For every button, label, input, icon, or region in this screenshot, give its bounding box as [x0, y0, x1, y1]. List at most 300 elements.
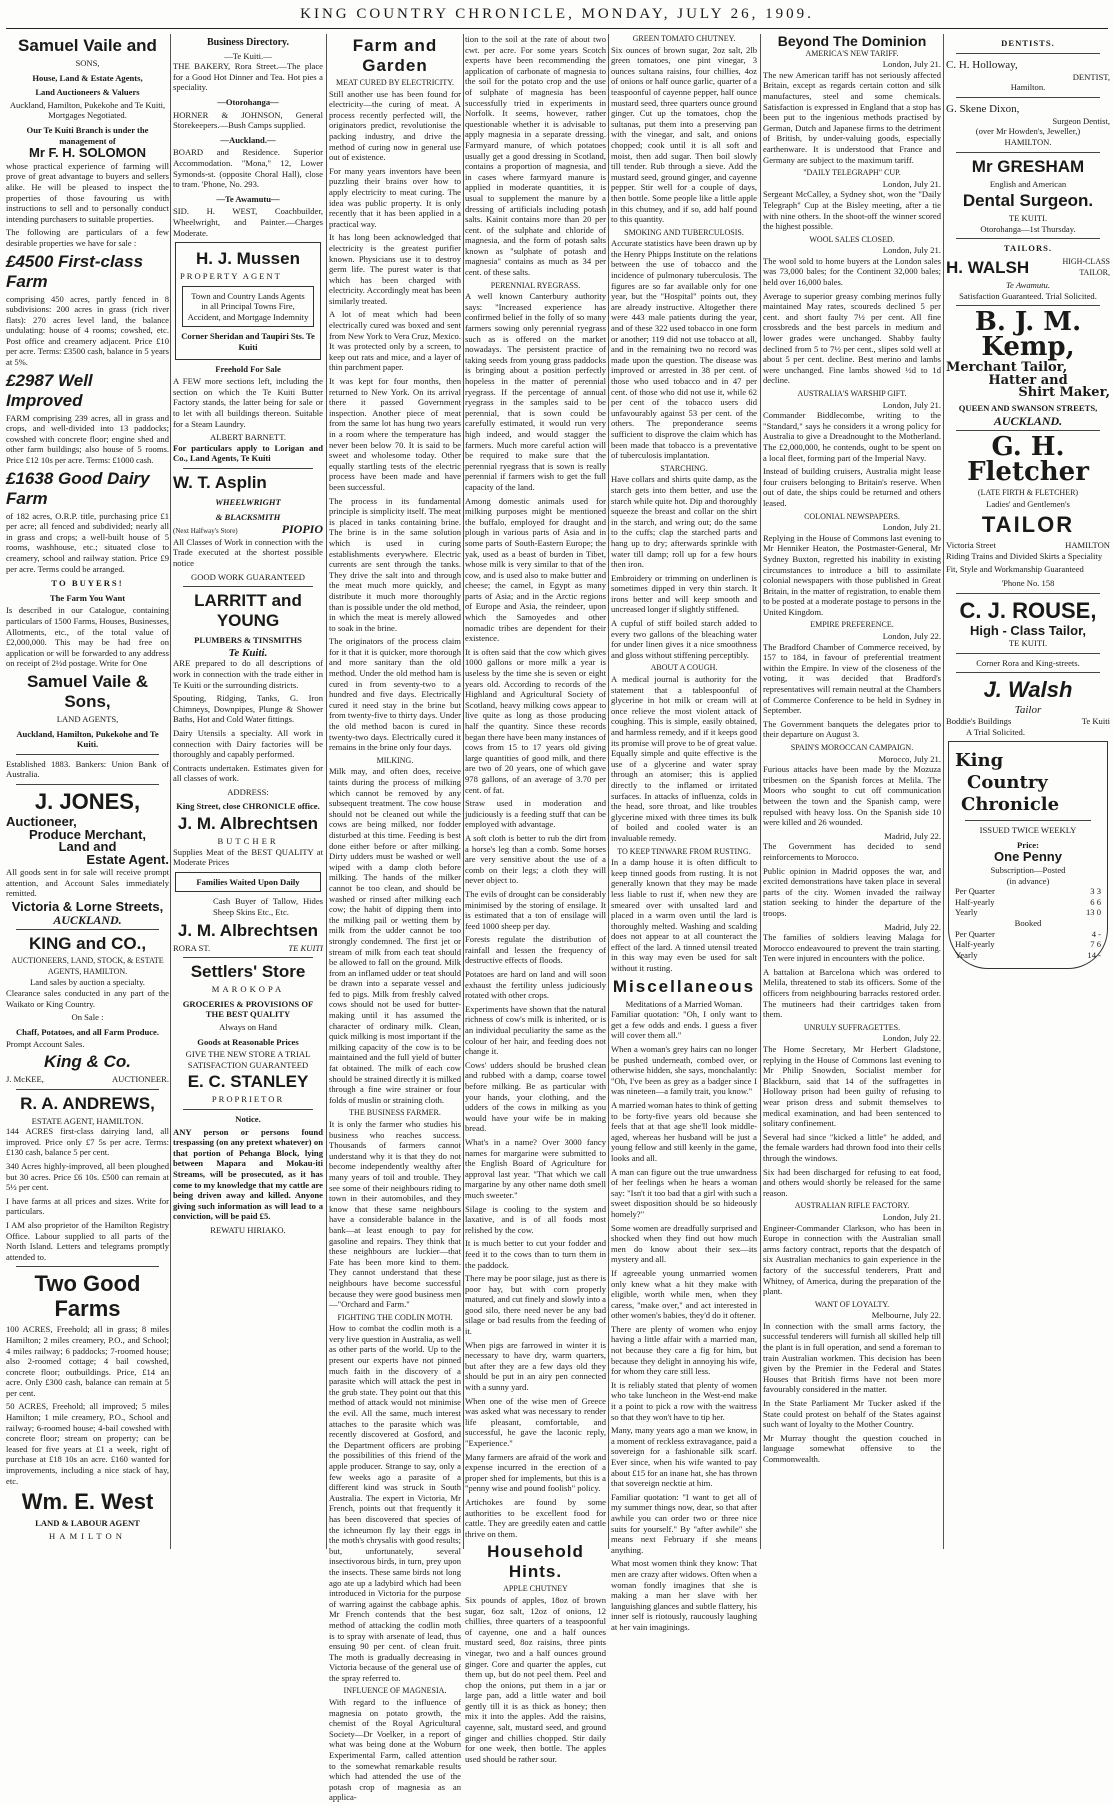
buyers-sub: The Farm You Want: [49, 592, 126, 603]
larritt-place: Te Kuiti.: [228, 646, 268, 659]
give: GIVE THE NEW STORE A TRIAL SATISFACTION GUARANTEED: [185, 1049, 311, 1070]
news-para: Public opinion in Madrid opposes the war, and excited demonstrations have taken place in several parts of the city. Women invaded the railway station seeking to hinder the departure of the troops.: [763, 865, 941, 918]
codlin-para: How to combat the codlin moth is a very live question in Australia, as well as other parts of the world. Up to the present our experts have not pinned much faith in the discovery of a parasite which will attack the pest in the grub state. They point out that this method of attack would not minimise the evil. All the same, much interest attaches to the parasite which was recently discovered at Gosford, and the Department officers are probing the possibilities of this friend of the apple producer. Strange to say, only a few weeks ago a parasite of a different kind was struck in South Australia. The expert in Victoria, Mr French, points out that frequently it has been discovered that species of the ichneumon fly lay their eggs in the moth's chrysalis with good results; but, unfortunately, several insectivorous birds, in turn, prey upon the insects. These same birds not long ago ate up a ladybird which had been introduced in Victoria for the purpose of warring against the cabbage aphis. Mr French contends that the best method of attacking the codlin moth is to spray with arsenate of lead, thus ensuing 90 per cent. of clean fruit. The moth is gradually decreasing in Victoria because of the general use of the spray referred to.: [329, 1323, 461, 1683]
goods: Goods at Reasonable Prices: [197, 1036, 299, 1047]
note-para: There may be poor silage, just as there is poor hay, but with corn properly matured, and cut finely and slowly into a good silo, there need never be any bad silage or bad results from the feeding of it.: [465, 1273, 606, 1337]
gresham-visit: Otorohanga—1st Thursday.: [980, 223, 1076, 234]
news-head: UNRULY SUFFRAGETTES.: [803, 1022, 901, 1032]
kcc-rate-label: Half-yearly: [955, 896, 995, 907]
mckee: J. McKEE,: [6, 1074, 44, 1084]
vaile-sons: SONS,: [75, 58, 100, 68]
proprietor: PROPRIETOR: [211, 1094, 285, 1105]
column-divider: [326, 34, 327, 1549]
news-head: "DAILY TELEGRAPH" CUP.: [803, 168, 901, 178]
miscellaneous-title: Miscellaneous: [612, 976, 756, 996]
fletcher-phone: 'Phone No. 158: [1001, 578, 1055, 589]
divider: [956, 305, 1100, 306]
beyond-title: Beyond The Dominion: [777, 33, 927, 49]
column-7: [946, 34, 1110, 1549]
column-4: [465, 34, 606, 1764]
kcc-rate: [955, 939, 1101, 950]
horner: HORNER & JOHNSON, General Storekeepers.—Bush Camps supplied.: [173, 109, 323, 131]
dixon-over: (over Mr Howden's, Jeweller,): [975, 126, 1081, 137]
prompt: Prompt Account Sales.: [6, 1039, 85, 1050]
news-date: Melbourne, July 22.: [871, 1310, 941, 1321]
news-date: London, July 22.: [882, 631, 941, 642]
kemp-address: QUEEN AND SWANSON STREETS,: [958, 402, 1098, 413]
note-para: Silage is cooling to the system and laxative, and is of all foods most relished by the cow.: [465, 1203, 606, 1235]
jones-text: All goods sent in for sale will receive prompt attention, and Account Sales immediately remitted.: [6, 867, 169, 899]
column-5: [611, 34, 757, 1632]
farms-prices: I have farms at all prices and sizes. Write for particulars.: [6, 1195, 169, 1217]
jones-role: Estate Agent.: [86, 851, 169, 867]
news-head: AMERICA'S NEW TARIFF.: [805, 48, 899, 58]
news-para: Furious attacks have been made by the Mozuza tribesmen on the Spanish forces at Melila. The Moors who sought to cut off communication between the town and the Spanish camp, were repulsed with heavy loss. On the Spanish side 10 were killed and 26 wounded.: [763, 764, 941, 828]
ryegrass-head: PERENNIAL RYEGRASS.: [490, 280, 581, 290]
news-para: Six had been discharged for refusing to eat food, and others would shortly be released for the same reason.: [763, 1166, 941, 1198]
kcc-rate-val: 3 3: [1090, 886, 1101, 897]
divider: [183, 1109, 313, 1110]
west: Wm. E. West: [21, 1489, 154, 1515]
kemp-role: Hatter and: [988, 372, 1068, 388]
jones-role: Produce Merchant,: [28, 826, 147, 842]
divider: [956, 152, 1100, 153]
news-date: London, July 22.: [882, 1033, 941, 1044]
farm-garden-title: Farm and Garden: [352, 36, 438, 75]
news-head: WANT OF LOYALTY.: [814, 1299, 890, 1309]
asplin-place-row: [173, 524, 323, 537]
news-date: London, July 21.: [882, 522, 941, 533]
asplin-text: All Classes of Work in connection with the Trade executed at the shortest possible notice: [173, 536, 323, 568]
news-para: The wool sold to home buyers at the London sales was 73,000 bales; for the Continent 32,000 bales; held over 16,000 bales.: [763, 255, 941, 288]
asplin-trade: WHEELWRIGHT: [215, 497, 281, 507]
farm-50: 50 ACRES, Freehold; all improved; 5 miles Hamilton; 1 mile creamery, P.O., School and railway; 6-roomed house; 4-bail cowshed with concrete floor; stream on property; can be leased for five years at £1 a week, right of purchase at £18 10s an acre. £160 wanted for improvements, including a nice stack of hay, etc.: [6, 1401, 169, 1486]
established: Established 1883. Bankers: Union Bank of Australia.: [6, 758, 169, 780]
news-date: Madrid, July 22.: [884, 921, 941, 932]
news-date: London, July 21.: [882, 59, 941, 70]
chutney-head: APPLE CHUTNEY: [503, 1584, 568, 1594]
barnett-text: For particulars apply to Lorigan and Co., Land Agents, Te Kuiti: [173, 442, 323, 464]
rouse-sub: High - Class Tailor,: [969, 622, 1087, 638]
news-para: The Bradford Chamber of Commerce received, by 157 to 184, in favour of preferential treatment within the Empire. In view of the closeness of the voting, it was decided that Bradford's representatives will remain neutral at the Chambers of Commerce Conference to be held in Sydney in September.: [763, 641, 941, 716]
note-para: Potatoes are hard on land and will soon exhaust the fertility unless judiciously rotated with other crops.: [465, 969, 606, 1001]
milking-para: Milk may, and often does, receive taints during the process of milking which cannot be removed by any subsequent treatment. The cow house should not be cleaned out while the cows are being milked, nor fodder disturbed at this time. Feeding is best done either before or after milking. Dirty udders must be washed or well wiped with a damp cloth before milking. The hands of the milker cannot be too clean, and should be washed or rinsed after milking each cow; the habit of dipping them into the milking pail or wetting them by milk from the udder cannot be too strongly condemned. The first jet or stream of milk from each teat should be allowed to fall on the ground. Milk from an inflamed udder or teat should be drawn into a separate vessel and fed to pigs. Milk from freshly calved cows should not be used for butter-making until it has assumed the character of ordinary milk. Clean, quick milking is most important if the milking capacity of the cow is to be maintained and the full yield of butter fat obtained. The milk of each cow should be strained directly it is milked through a fine wire strainer or four folds of muslin or straining cloth.: [329, 766, 461, 1105]
meditation-para: What most women think they know: That men are crazy after widows. Often when a woman fondly imagines that she is making a man her slave with her languishing glances and subtle flattery, his inner self is riotously, raucously laughing at her vain imaginings.: [611, 1558, 757, 1632]
kcc-rate-val: 7 6: [1090, 939, 1101, 950]
albrechtsen: J. M. Albrechtsen: [177, 814, 319, 834]
kemp-city: AUCKLAND.: [993, 413, 1063, 428]
fletcher-ladies: Ladies' and Gentlemen's: [986, 498, 1070, 509]
marokopa: MAROKOPA: [211, 984, 285, 995]
vaile-line: Auckland, Hamilton, Pukekohe and Te Kuiti,: [9, 99, 166, 110]
smoking-head: SMOKING AND TUBERCULOSIS.: [624, 227, 744, 237]
divider: [16, 929, 159, 930]
fletcher-late: (LATE FIRTH & FLETCHER): [977, 488, 1079, 498]
news-para: Several had since "kicked a little" he added, and the female warders had thrown food into their cells through the windows.: [763, 1131, 941, 1163]
news-para: The families of soldiers leaving Malaga for Morocco endeavoured to prevent the train starting. Ten were injured in encounters with the police.: [763, 932, 941, 964]
kcc-title: Chronicle: [961, 794, 1060, 816]
news-para: In the State Parliament Mr Tucker asked if the State could protest on behalf of the States against such want of loyalty to the Mother Country.: [763, 1398, 941, 1430]
kcc-rate-val: 4 -: [1091, 928, 1101, 939]
cash-buyer: Cash Buyer of Tallow, Hides Sheep Skins Etc., Etc.: [213, 896, 323, 918]
address: ADDRESS:: [227, 786, 269, 797]
rora-place: TE KUITI: [288, 942, 323, 953]
mussen-ad: [175, 242, 321, 360]
masthead-rule: [6, 28, 1108, 29]
tomato-para: Six ounces of brown sugar, 2oz salt, 2lb green tomatoes, one pint vinegar, 3 ounces sultana raisins, four chillies, 4oz of onions or half ounce garlic, quarter of a teaspoonful of cayenne pepper, half ounce mustard seed, three quarters ounce ground ginger. Cut up the tomatoes, chop the sultanas, put them into a preserving pan with the vinegar, and salt, and onions chopped; cook until it is all soft and moist, then add sugar. Then boil slowly till tender. Rub through a sieve. Add the mustard seed, ground ginger, and cayenne pepper. Stir well for a couple of days, then bottle. Some people like a little apple in this chutney, and if so, add half pound to this quantity.: [611, 44, 757, 225]
news-para: In connection with the small arms factory, the successful tenderers will furnish all skilled help till the plant is in full operation, and send a foreman to train Australian workmen. This decision has been given by the Premier in the Federal and States Houses that British firms have not been more favourably considered in the matter.: [763, 1320, 941, 1395]
divider: [956, 238, 1100, 239]
dentists-head: DENTISTS.: [1001, 38, 1055, 48]
kcc-rate-label: Per Quarter: [955, 886, 995, 897]
asplin-note: (Next Halfway's Store): [173, 527, 238, 536]
kcc-title: Country: [967, 772, 1048, 794]
news-para: Average to superior greasy combing merinos fully maintained May rates, scoureds declined 5 per cent. and short faulty 7½ per cent. All fine crossbreds and the best parcels in medium and lower grades were unchanged. Shabby faulty declined from 5 to 7½ per cent., slipes sold well at about 5 per cent. decline. Best merino and lambs were unchanged. Fine lambs showed ½d to 1d decline.: [763, 290, 941, 386]
column-1: [6, 34, 169, 1549]
meditation-para: A married woman hates to think of getting to be forty-five years old because she feels that at that age she'll look middle-aged, whereas her husband will be just a young fellow and still keenly in the game, looks and all.: [611, 1100, 757, 1163]
farm-100: 100 ACRES, Freehold; all in grass; 8 miles Hamilton; 2 miles creamery, P.O., and School; 4 miles railway; 6 paddocks; 7-roomed house; also 2-roomed cottage; 4 bail cowshed, concrete floor; outbuildings. Price, £14 an acre. Only £300 cash, balance can remain at 5 per cent.: [6, 1324, 169, 1398]
meditation-para: If agreeable young unmarried women only knew what a hit they make with eligible, worth while men, when they caress, "make over," and act interested in other women's babies, they'd do it oftener.: [611, 1267, 757, 1321]
magnesia-para: With regard to the influence of magnesia on potato growth, the chemist of the Royal Agricultural Society—Dr Voelker, in a report of what was being done at the Woburn Experimental Farm, called attention to the somewhat remarkable results which had attended the use of the potash crop of magnesia as an applica-: [329, 1697, 461, 1803]
mortgages: Mortgages Negotiated.: [48, 110, 127, 121]
kcc-title: King: [955, 750, 1004, 772]
king-agents: AUCTIONEERS, LAND, STOCK, & ESTATE AGENTS, HAMILTON.: [11, 956, 164, 976]
west-loc: HAMILTON: [49, 1530, 126, 1541]
column-divider: [760, 34, 761, 1549]
smoking-para: Accurate statistics have been drawn up by the Henry Phipps Institute on the relations between the use of tobacco and the incidence of pulmonary tuberculosis. The figures are so far available only for one year, but the "Hospital" points out, they are already instructive. Altogether there were 443 male patients during the year, and of these 322 used tobacco in one form or another; 119 did not use tobacco at all, and in the remaining two no record was made upon the question. The disease was improved or arrested in 38 per cent. of those who used tobacco and in 47 per cent. of those who did not use it, while 62 per cent of the tobacco users did unfavourably against 53 per cent. of the others. The preponderance seems sufficient to disprove the claim which has been made that tobacco is a preventative of tuberculosis implantation.: [611, 238, 757, 461]
freehold-text: A FEW more sections left, including the section on which the Te Kuiti Butter Factory stands, the latter being for sale or to let with all buildings thereon. Suitable for a Steam Laundry.: [173, 376, 323, 429]
meditation-para: Some women are dreadfully surprised and shocked when they find out how much men do know about their sex—its mystery and all.: [611, 1222, 757, 1265]
jones-role: Auctioneer,: [6, 813, 77, 829]
magnesia-para: tion to the soil at the rate of about two cwt. per acre. For some years Scotch experts have been recommending the application of carbonate of magnesia to the soil for the potato crop and the use of sulphate of magnesia has been successfully tried in experiments in Norfolk. It seems, however, rather questionable whether it is advisable to apply magnesia in a separate dressing. Farmyard manure, of which potatoes usually get a good dressing in Scotland, contains a proportion of magnesia, and in cases where farmyard manure is applied in moderate quantities, it is usual to supplement the manure by a dressing of artificials including potash salts. Kainit contains more than 20 per cent. of the sulphate and chloride of magnesia, and the form of potash salts known as "sulphate of potash and magnesia" contains as much as 34 per cent. of these salts.: [465, 34, 606, 278]
meditations-head: Meditations of a Married Woman.: [625, 998, 743, 1009]
kcc-rate-label: Yearly: [955, 907, 978, 918]
notice: Notice.: [235, 1113, 261, 1124]
settlers: Settlers' Store: [190, 962, 306, 982]
rouse-loc: TE KUITI.: [1008, 638, 1048, 649]
news-para: The new American tariff has not seriously affected Britain, except as regards certain cotton and silk manufactures, steel and some chemicals. Satisfaction is expressed in England that a stop has been put to the ingenious methods practised by German, Dutch and Japanese firms to the detriment of British, by under-valuing goods, especially earthenware. It is understood that France and Germany are subject to the maximum tariff.: [763, 69, 941, 165]
news-para: The Government has decided to send reinforcements to Morocco.: [763, 841, 941, 862]
meditation-para: Familiar quotation: "Oh, I only want to get a few odds and ends. I guess a fiver will cover them all.": [611, 1009, 757, 1041]
holloway: C. H. Holloway,: [946, 58, 1018, 71]
news-head: COLONIAL NEWSPAPERS.: [804, 511, 900, 521]
meditation-para: When a woman's grey hairs can no longer be pushed underneath, combed over, or otherwise hidden, she says, monchalantly: "Oh, I've been as grey as a badger since I was nineteen—a family trait, you know.": [611, 1044, 757, 1097]
note-para: It is much better to cut your fodder and feed it to the cows than to turn them in the paddock.: [465, 1238, 606, 1270]
divider: [183, 468, 313, 469]
spouting: Spouting, Ridging, Tanks, G. Iron Chimneys, Downpipes, Plunge & Shower Baths, Hot and Cold Water fittings.: [173, 693, 323, 725]
farm-1-title: £4500 First-class Farm: [6, 251, 144, 291]
holloway-loc: Hamilton.: [1010, 82, 1046, 93]
divider: [16, 1089, 159, 1090]
column-divider: [463, 34, 464, 1549]
jwalsh-building: Boddie's Buildings: [946, 716, 1012, 727]
business-para: It is only the farmer who studies his business who reaches success. Thousands of farmers cannot understand why it is that they do not become independently wealthy after many years of toil and trouble. They see some of their neighbours riding to town in their automobiles, and they know that these same neighbours have a considerable balance in the bank—at least enough to pay for gasoline and repairs. They think that these neighbours are luckier—that Fate has been more kind to them. They cannot understand that these neighbours have become successful because they were good business men—"Orchard and Farm.": [329, 1119, 461, 1310]
meat-head: MEAT CURED BY ELECTRICITY.: [335, 78, 455, 87]
divider: [956, 593, 1100, 594]
jwalsh-row: [946, 716, 1110, 727]
chutney-para: Six pounds of apples, 18oz of brown sugar, 6oz salt, 12oz of onions, 12 chillies, three quarters of a teaspoonful of cayenne, one and a half ounces mustard seed, 8oz raisins, three pints vinegar, two and a half ounces ground ginger. Core and quarter the apples, cut them up, but do not peel them. Peel and chop the onions, put them in a jar or large pan, add a little water and boil gently till it is as thick as honey; then mix it into the apples. Add the raisins, cayenne, salt, mustard seed, and ground ginger and chillies chopped. Stir daily for one week, then bottle. The apples used should be rather sour.: [465, 1594, 606, 1764]
note-para: What's in a name? Over 3000 fancy names for margarine were submitted to the English Board of Agriculture for approval last year. "That which we call margarine by any other name doth smell much sweeter.": [465, 1136, 606, 1200]
divider: [956, 430, 1100, 431]
rora-row: [173, 943, 323, 954]
clearance: Clearance sales conducted in any part of the Waikato or King Country.: [6, 988, 169, 1009]
asplin-trade: & BLACKSMITH: [215, 511, 281, 522]
farm-3-title: £1638 Good Dairy Farm: [6, 468, 150, 508]
bakery: THE BAKERY, Rora Street.—The place for a Good Hot Dinner and Tea. Hot pies a speciality.: [173, 61, 323, 93]
mckee-role: AUCTIONEER.: [111, 1074, 169, 1084]
kcc-penny: One Penny: [994, 849, 1062, 865]
meat-para: It was kept for four months, then returned to New York. On its arrival there it passed Government inspection. Another piece of meat from the same lot has hung two years in a room where the temperature has never been below 70. It is said to be sweet and wholesome today. Other equally startling tests of the electric process have been made and have been successful.: [329, 376, 461, 492]
kcc-rate-label: Per Quarter: [955, 928, 995, 939]
buyers-head: TO BUYERS!: [51, 578, 124, 589]
larritt: LARRITT and YOUNG: [194, 591, 302, 631]
meditation-para: There are plenty of women who enjoy having a little affair with a married man, not because they care a fig for him, but because they delight in annoying his wife, for whom they care still less.: [611, 1323, 757, 1377]
note-para: A soft cloth is better to rub the dirt from a horse's leg than a comb. Some horses are very sensitive about the use of a comb on their legs; a cloth they will never object to.: [465, 832, 606, 886]
asplin: W. T. Asplin: [173, 473, 267, 492]
note-para: When pigs are farrowed in winter it is necessary to have dry, warm quarters, but after they are a few days old they should be put in an airy pen connected with a sunny yard.: [465, 1339, 606, 1393]
asplin-place: PIOPIO: [281, 522, 323, 537]
business-head: THE BUSINESS FARMER.: [349, 1108, 441, 1118]
kcc-sub: Subscription—Posted: [990, 865, 1066, 875]
vs-loc: Auckland, Hamilton, Pukekohe and Te Kuiti.: [16, 728, 159, 750]
groceries: GROCERIES & PROVISIONS OF THE BEST QUALITY: [182, 998, 314, 1020]
jwalsh: J. Walsh: [983, 677, 1073, 703]
meditation-para: A man can figure out the true unwardness of her feelings when he hears a woman say: "Isn't it too bad that a girl with such a sweet disposition should be so hideously homely?": [611, 1166, 757, 1219]
divider: [956, 53, 1100, 54]
dixon-loc: HAMILTON.: [1004, 136, 1052, 147]
jwalsh-trial: A Trial Solicited.: [966, 726, 1025, 737]
mussen-body: Town and Country Lands Agents in all Principal Towns Fire, Accident, and Mortgage Indemnity: [182, 286, 314, 328]
news-head: EMPIRE PREFERENCE.: [810, 620, 894, 630]
tailors-head: TAILORS.: [1003, 243, 1053, 254]
walsh-loc: Te Awamutu.: [1006, 279, 1050, 290]
meditation-para: Familiar quotation: "I want to get all of my summer things now, dear, so that after awhile you can order two or three nice suits for yourself." By "after awhile" she means next February if she means anything.: [611, 1491, 757, 1555]
news-para: Instead of building cruisers, Australia might lease four cruisers belonging to Britain's reserve. When out of date, the ships could be returned and others leased.: [763, 466, 941, 508]
meat-para: It has long been acknowledged that electricity is the greatest purifier known. Physicians use it to destroy germ life. The purest water is that which has been charged with electricity. Accordingly meat has been similarly treated.: [329, 232, 461, 306]
acres-340: 340 Acres highly-improved, all been ploughed but 30 acres. Price £6 10s. £500 can remain at 5½ per cent.: [6, 1160, 169, 1193]
walsh: H. WALSH: [946, 257, 1030, 277]
jwalsh-tailor: Tailor: [1014, 704, 1042, 717]
news-para: Sergeant McCalley, a Sydney shot, won the "Daily Telegraph" Cup at the Bisley meeting, after a tie with nine others. In the shoot-off the winner scored the highest possible.: [763, 189, 941, 232]
news-head: WOOL SALES CLOSED.: [809, 234, 895, 244]
two-farms: Two Good Farms: [34, 1271, 141, 1322]
divider: [16, 784, 159, 785]
larritt-text: ARE prepared to do all descriptions of work in connection with the trade either in Te Kuiti or the surrounding districts.: [173, 658, 323, 690]
farm-3-text: of 182 acres, O.R.P. title, purchasing price £1 per acre; all fenced and subdivided; nearly all in grass and crops; a well-built house of 5 rooms, washhouse, etc.; situated close to creamery, school and railway station. Price £9 per acre. Terms could be arranged.: [6, 510, 169, 574]
mussen-addr: Corner Sheridan and Taupiri Sts. Te Kuiti: [181, 331, 315, 353]
gresham-title: Dental Surgeon.: [962, 191, 1094, 211]
note-para: When one of the wise men of Greece was asked what was necessary to render life pleasant, comfortable, and successful, he gave the laconic reply, "Experience.": [465, 1395, 606, 1448]
jones-address: Victoria & Lorne Streets,: [11, 899, 164, 915]
news-para: Engineer-Commander Clarkson, who has been in Europe in connection with the Australian small arms factory contract, reports that the despatch of six Australian mechanics to gain experience in the factory of the successful tenderers, Pratt and Whitney, of America, during the preparation of the plant.: [763, 1222, 941, 1297]
kemp: B. J. M. Kemp,: [974, 307, 1082, 363]
town-head: —Te Kuiti.—: [224, 50, 272, 61]
fletcher-fit: Fit, Style and Workmanship Guaranteed: [946, 564, 1084, 575]
kcc-rate-label: Yearly: [955, 949, 978, 960]
milking-head: MILKING.: [376, 755, 414, 765]
kcc-rate: [955, 907, 1101, 918]
column-divider: [170, 34, 171, 1549]
meditation-para: Many, many years ago a man we know, in a moment of reckless extravagance, paid a sovereign for a fashionable silk scarf. Ever since, when his wife wanted to pay about £15 for an inane hat, she has thrown that sovereign necktie at him.: [611, 1425, 757, 1489]
codlin-head: FIGHTING THE CODLIN MOTH.: [337, 1312, 453, 1322]
kcc-box: [948, 741, 1108, 969]
barnett: ALBERT BARNETT.: [209, 432, 287, 443]
mckee-line: [6, 1074, 169, 1085]
vaile-title: Samuel Vaile and: [18, 36, 157, 55]
tomato-head: GREEN TOMATO CHUTNEY.: [632, 34, 736, 43]
rora: RORA ST.: [173, 942, 211, 953]
kcc-rate-val: 6 6: [1090, 896, 1101, 907]
rewatu: REWATU HIRIAKO.: [210, 1224, 286, 1235]
kcc-rate: [955, 897, 1101, 908]
kcc-rate: [955, 950, 1101, 961]
town-head: —Otorohanga—: [217, 96, 279, 107]
kcc-booked: Booked: [1014, 917, 1042, 928]
meditation-para: It is reliably stated that plenty of women who take luncheon in the West-end make it a point to pick a row with the waitress so that they won't have to tip her.: [611, 1379, 757, 1422]
king-sale: Land sales by auction a specialty.: [30, 977, 145, 988]
west-sub: LAND & LABOUR AGENT: [35, 1518, 140, 1529]
news-date: Morocco, July 21.: [878, 753, 941, 764]
cough-head: ABOUT A COUGH.: [650, 663, 718, 673]
fletcher: G. H. Fletcher: [967, 432, 1089, 488]
meat-para: The originators of the process claim for it that it is quicker, more thorough and more sanitary than the old method. Under the old method ham is cured in from seventy-two to a hundred and five days. Electrically cured it need stay in the brine but from twenty-five to thirty days. Under the old method bacon is cured in twenty-two days. Electrically cured it remains in the brine only four days.: [329, 636, 461, 753]
kemp-role: Shirt Maker,: [1018, 385, 1110, 401]
news-date: London, July 21.: [882, 178, 941, 189]
animals-para: It is often said that the cow which gives 1000 gallons or more milk a year is useless by the time she is seven or eight years old. According to records of the Highland and Agricultural Society of Scotland, heavy milking cows appear to live quite as long as those producing half the quantity. Since these records began there have been many instances of cows from 15 to 17 years old giving large quantities of good milk, and there are two of 20 years, one of which gave 978 gallons, of an average of 3.70 per cent. of fat.: [465, 646, 606, 795]
divider: [16, 1266, 159, 1267]
note-para: The evils of drought can be considerably minimised by the storing of ensilage. It is estimated that a ton of ensilage will feed 1000 sheep per day.: [465, 888, 606, 931]
farm-1-text: comprising 450 acres, partly fenced in 8 subdivisions: 200 acres in grass (rich river flats): 270 acres level land, the balance undulating: house of 4 rooms; cowshed, etc. Post office and creamery adjacent. Price £10 per acre. Terms: £3500 cash, balance in 5 years at 5%.: [6, 293, 169, 368]
column-divider: [943, 34, 944, 1549]
divider: [965, 820, 1091, 821]
news-date: London, July 21.: [882, 399, 941, 410]
kcc-rate: [955, 886, 1101, 897]
following: The following are particulars of a few desirable properties we have for sale :: [6, 227, 169, 248]
vaile-line: House, Land & Estate Agents,: [32, 72, 143, 83]
note-para: Forests regulate the distribution of rainfall and lessen the frequency of destructive effects of floods.: [465, 934, 606, 966]
dixon: G. Skene Dixon,: [946, 102, 1020, 115]
news-head: AUSTRALIA'S WARSHIP GIFT.: [797, 389, 907, 398]
note-para: Straw used in moderation and judiciously is a feeding stuff that can be employed with advantage.: [465, 798, 606, 830]
news-para: A battalion at Barcelona which was ordered to Melila, threatened to stab its officers. Some of the officers from neighbouring barracks restored order. The mutineers had their cartridges taken from them.: [763, 966, 941, 1020]
magnesia-head: INFLUENCE OF MAGNESIA.: [343, 1686, 447, 1696]
management: Our Te Kuiti Branch is under the management of: [26, 124, 149, 146]
starching-para: Have collars and shirts quite damp, as the starch gets into them better, and use the starch while quite hot. Dip and thoroughly squeeze the breast and collar on the shirt in the starch, and wring out; do the same to the cuffs; clap the starched parts and hang up to dry; afterwards sprinkle with water till damp; roll up for a few hours then iron.: [611, 474, 757, 570]
always: Always on Hand: [219, 1022, 277, 1032]
fletcher-city: HAMILTON: [1065, 540, 1110, 551]
household-hints-title: Household Hints.: [487, 1542, 584, 1582]
masthead: KING COUNTRY CHRONICLE, MONDAY, JULY 26, 1909.: [300, 6, 814, 22]
meat-para: A lot of meat which had been electrically cured was boxed and sent from New York to Vera Cruz, Mexico. It was protected only by a screen, to keep out rats and mice, and a layer of thin parchment paper.: [329, 309, 461, 373]
dixon-title: Surgeon Dentist,: [1052, 115, 1110, 126]
larritt-sub: PLUMBERS & TINSMITHS: [194, 635, 302, 646]
gresham: Mr GRESHAM: [971, 156, 1085, 176]
fletcher-riding: Riding Trains and Divided Skirts a Speciality: [946, 550, 1103, 561]
column-3: [329, 34, 461, 1803]
news-date: Madrid, July 22.: [884, 830, 941, 841]
town-head: —Te Awamutu—: [216, 193, 280, 204]
news-para: Replying in the House of Commons last evening to Mr Henniker Heaton, the Postmaster-General, Mr Sydney Buxton, regretted his inability in existing circumstances to introduce a bill to assimilate colonial newspapers with those published in Great Britain, in the matter of registration, to enable them to be posted at a moderate postage to persons in the United Kingdom.: [763, 532, 941, 617]
kcc-rate-label: Half-yearly: [955, 939, 995, 950]
fletcher-tailor: TAILOR: [981, 512, 1075, 538]
starching-head: STARCHING.: [660, 463, 708, 473]
column-6: [763, 34, 941, 1549]
fletcher-addr-row: [946, 540, 1110, 551]
tinware-head: TO KEEP TINWARE FROM RUSTING.: [617, 846, 751, 856]
news-head: SPAIN'S MOROCCAN CAMPAIGN.: [790, 743, 914, 752]
buyers-text: Is described in our Catalogue, containing particulars of 1500 Farms, Houses, Businesses, Allotments, etc., of the total value of £2,000,000. This may be had free on application or will be forwarded to any address on receipt of 2½d postage. Write for One: [6, 605, 169, 669]
note-para: Experiments have shown that the natural richness of cow's milk is inherited, or is an individual peculiarity the same as the colour of her hair, and feeding does not change it.: [465, 1003, 606, 1057]
holloway-title: DENTIST,: [1072, 71, 1110, 82]
meat-para: The process in its fundamental principle is simplicity itself. The meat is placed in tanks containing brine. The brine is in the same solution which is used in curing establishments everywhere. Electric currents are sent through the tanks. They drive the salt into and through the meat much more quickly, and distribute it much more thoroughly than is possible under the old method, in which the meat is merely allowed to soak in the brine.: [329, 495, 461, 633]
news-date: London, July 21.: [882, 245, 941, 256]
jwalsh-town: Te Kuiti: [1081, 716, 1110, 727]
west-coachbuilder: SID. H. WEST, Coachbuilder, Wheelwright, and Painter.—Charges Moderate.: [173, 206, 323, 238]
walsh-row: [946, 256, 1110, 280]
ryegrass-para: A well known Canterbury authority says: "Increased experience has confirmed belief in the folly of so many farmers sowing only perennial ryegrass such as is offered on the market nowadays. The persistent practice of taking seeds from young grass paddocks is bringing about a position perfectly hopeless in the matter of perennial ryegrass. If the percentage of annual ryegrass in the samples said to be perennial, that is sown could be carefully estimated, it would run very high indeed, and would stagger the farmers. Much more careful action will be required to make sure that the perennial ryegrass that is sown is really perennial if farmers wish to get the full capacity of the land.: [465, 291, 606, 492]
divider: [183, 586, 313, 587]
freehold: Freehold For Sale: [215, 363, 281, 374]
farm-2-text: FARM comprising 239 acres, all in grass and crops, and well-divided into 13 paddocks; cowshed with concrete floor; engine shed and other farm buildings; also house of 5 rooms. Price £12 10s per acre. Terms: £1000 cash.: [6, 412, 169, 466]
note-para: Many farmers are afraid of the work and expense incurred in the erection of a proper shed for implements, but this is a "penny wise and pound foolish" policy.: [465, 1451, 606, 1494]
note-para: Cows' udders should be brushed clean and rubbed with a damp, coarse towel before milking. Be as particular with your hands, your clothing, and the udders of the cows in milking as you would have your wife be in making bread.: [465, 1059, 606, 1134]
walsh-sub: HIGH-CLASS TAILOR,: [1062, 257, 1110, 277]
dairy: Dairy Utensils a specialty. All work in connection with Dairy factories will be thoroughly and capably performed.: [173, 727, 323, 760]
animals-para: Among domestic animals used for milking purposes might be mentioned the buffalo, employed for draught and plough in various parts of Asia and in some parts of South-Eastern Europe; the yak, used as a beast of burden in Tibet, whose milk is very similar to that of the cow, and is used also to make butter and cheese; the camel, in Egypt as many parts of Asia; and in the Arctic regions of Europe and Asia, the reindeer, upon which the Samoyedes and other nomadic tribes are dependent for their existence.: [465, 495, 606, 644]
directory-title: Business Directory.: [206, 37, 290, 48]
divider: [956, 672, 1100, 673]
jones-name: J. JONES,: [34, 788, 141, 814]
jones-city: AUCKLAND.: [53, 912, 122, 927]
meat-para: Still another use has been found for electricity—the curing of meat. A process recently perfected will, the originators predict, revolutionise the packing industry, and drive the method of curing now in general use out of existence.: [329, 88, 461, 163]
king-co: KING and CO.,: [28, 934, 147, 954]
albrechtsen-2: J. M. Albrechtsen: [177, 920, 319, 940]
andrews: R. A. ANDREWS,: [20, 1093, 155, 1113]
vs-sub: LAND AGENTS,: [56, 713, 119, 724]
news-date: London, July 21.: [882, 1211, 941, 1222]
starching-para: Embroidery or trimming on underlinen is sometimes dipped in very thin starch. It irons better and will keep smooth and uncreased longer if slightly stiffened.: [611, 572, 757, 615]
kcc-issued: ISSUED TWICE WEEKLY: [979, 825, 1077, 836]
contracts: Contracts undertaken. Estimates given for all classes of work.: [173, 762, 323, 784]
andrews-sub: ESTATE AGENT, HAMILTON.: [31, 1115, 144, 1126]
divider: [183, 957, 313, 958]
cough-para: A medical journal is authority for the statement that a tablespoonful of glycerine in hot milk or cream will at once relieve the most violent attack of coughing. This is simple, easily obtained, and harmless remedy, and if it keeps good its promise will prove to be of great value. Equally simple and quite effective is the use of a glycerine and water spray through an atomiser; this is applied directly to the inflamed or irritated surfaces. In attacks of influenza, colds in the head, sore throat, and like troubles glycerine mixed with three times its bulk of boiled and cooled water is an invaluable remedy.: [611, 674, 757, 843]
news-para: The Government banquets the delegates prior to their departure on August 3.: [763, 718, 941, 740]
kcc-rate: [955, 929, 1101, 940]
vs-title: Samuel Vaile & Sons,: [27, 671, 148, 711]
jones-role: Land and: [58, 839, 117, 855]
divider: [956, 97, 1100, 98]
divider: [956, 653, 1100, 654]
solomon-text: whose practical experience of farming will prove of great advantage to buyers and sellers alike. He will be pleased to inspect the properties of those favouring us with instructions to sell and to personally conduct intending purchasers to suitable properties.: [6, 160, 169, 224]
gresham-sub: English and American: [989, 178, 1067, 189]
divider: [16, 754, 159, 755]
kcc-advance: (in advance): [1006, 875, 1050, 886]
column-2: [173, 34, 323, 1549]
on-sale: On Sale :: [71, 1012, 104, 1023]
notice-text: ANY person or persons found trespassing (on any pretext whatever) on that portion of Pehanga Block, lying between Mapara and Mokau-iti Streams, will be prosecuted, as it has come to my knowledge that my cattle are being driven away and killed. Anyone giving such information as will lead to a conviction, will be paid £5.: [173, 1126, 323, 1222]
stanley: E. C. STANLEY: [187, 1072, 309, 1092]
note-para: Artichokes are found by some authorities to be excellent food for cattle. They are greedily eaten and cattle thrive on them.: [465, 1496, 606, 1539]
fletcher-street: Victoria Street: [946, 540, 996, 551]
kcc-price: Price:: [1017, 839, 1039, 850]
farm-2-title: £2987 Well Improved: [6, 370, 93, 410]
vaile-line: Land Auctioneers & Valuers: [35, 87, 140, 98]
news-para: Mr Murray thought the question couched in language somewhat offensive to the Commonwealth.: [763, 1432, 941, 1464]
news-para: The Home Secretary, Mr Herbert Gladstone, replying in the House of Commons last evening to Mr Philip Snowden, Socialist member for Blackburn, said that 14 of the suffragettes in Holloway prison had been guilty of refusing to wear prison dress and submit themselves to medical examination, and had been sentenced to solitary confinement.: [763, 1044, 941, 1129]
tinware-para: In a damp house it is often difficult to keep tinned goods from rusting. It is not generally known that they may be made less liable to rust if, when new they are smeared over with unsalted lard and placed in a warm oven until the lard is thoroughly melted. Washing and scalding does not appear to at all counteract the effect of the lard. A tinned utensil treated in this way may even be used for salt without it rusting.: [611, 857, 757, 974]
board: BOARD and Residence. Superior Accommodation. "Mona," 12, Lower Symonds-st. (opposite Choral Hall), close to tram. 'Phone, No. 293.: [173, 147, 323, 190]
